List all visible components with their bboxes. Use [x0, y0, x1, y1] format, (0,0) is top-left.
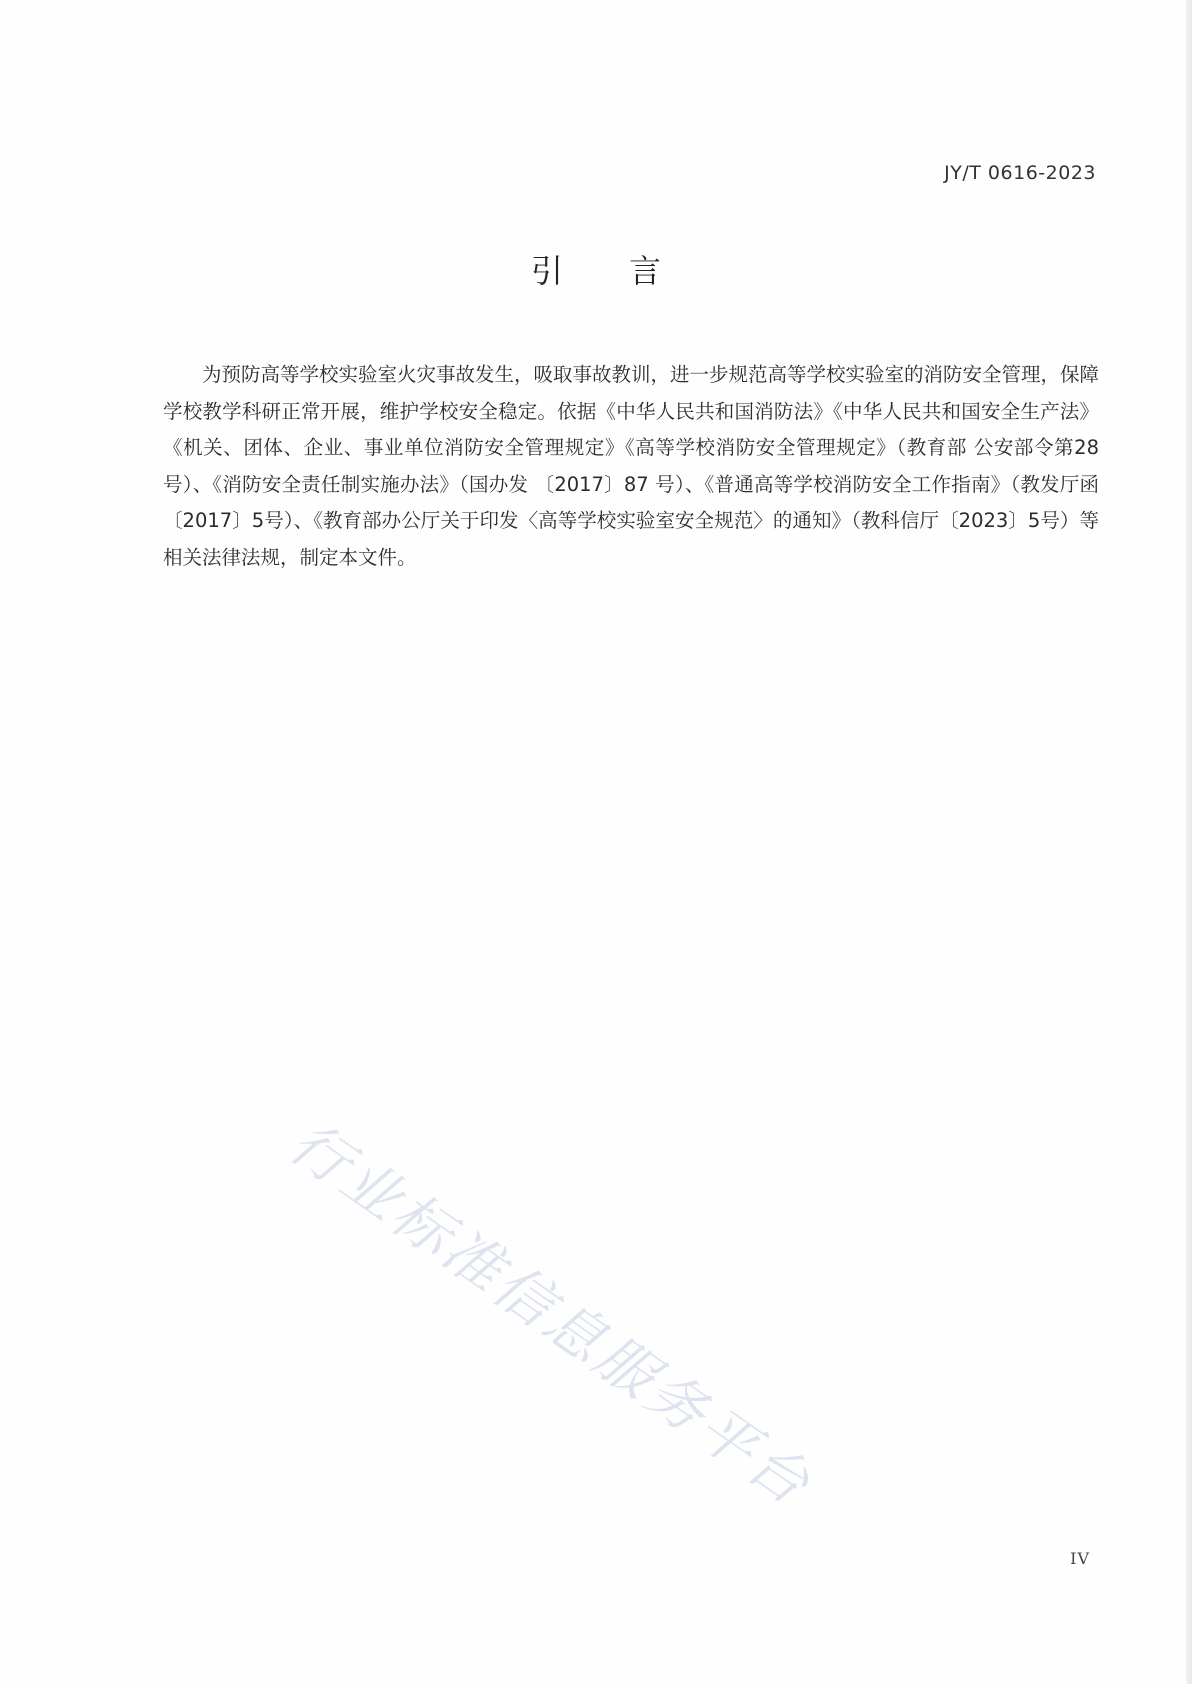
- section-title: [0, 246, 1192, 292]
- document-code: JY/T 0616-2023: [944, 162, 1096, 184]
- introduction-paragraph: 为预防高等学校实验室火灾事故发生，吸取事故教训，进一步规范高等学校实验室的消防安全管理，保障学校教学科研正常开展，维护学校安全稳定。依据《中华人民共和国消防法》《中华人民共和国安全生产法》《机关、团体、企业、事业单位消防安全管理规定》《高等学校消防安全管理规定》（教育部 公安部令第28号）、《消防安全责任制实施办法》（国办发 〔2017〕87 号）、《普通高等学校消防安全工作指南》（教发厅函 〔2017〕5号）、《教育部办公厅关于印发〈高等学校实验室安全规范〉的通知》（教科信厅〔2023〕5号）等相关法律法规，制定本文件。: [163, 363, 1100, 569]
- page-number: IV: [1070, 1549, 1090, 1568]
- section-title-char-2: 言: [629, 252, 662, 290]
- section-title-char-1: 引: [530, 252, 563, 290]
- watermark: 行业标准信息服务平台: [277, 1108, 825, 1520]
